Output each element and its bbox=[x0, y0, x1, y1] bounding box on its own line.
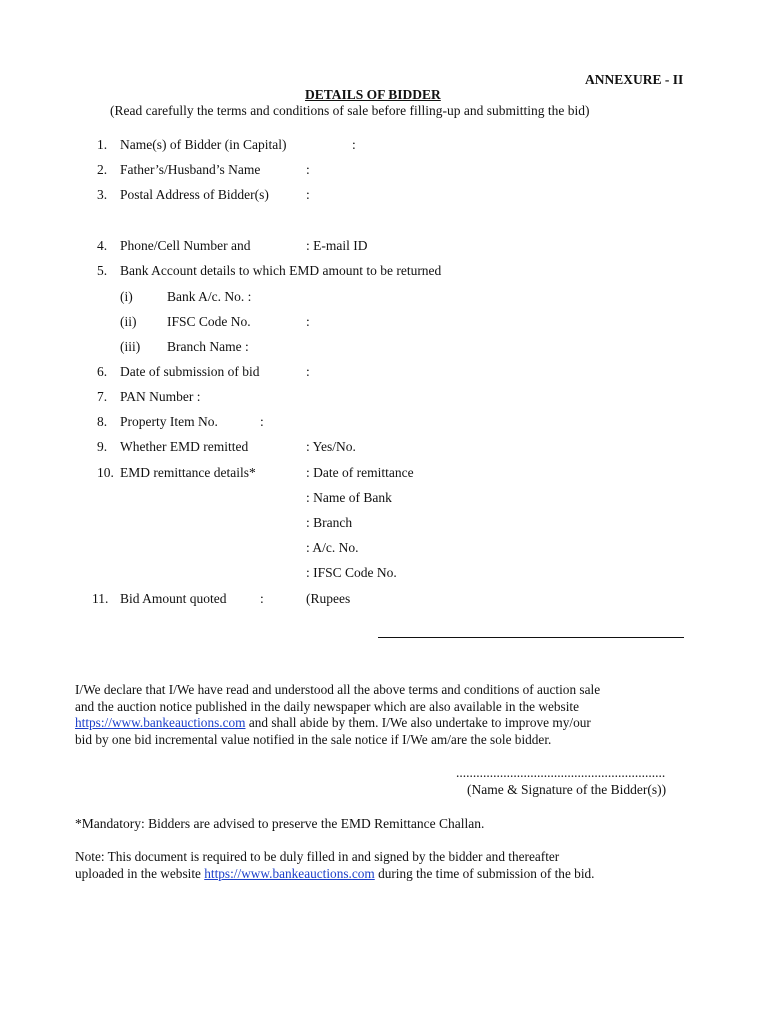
item-number: 6. bbox=[97, 364, 108, 379]
subitem-number: (i) bbox=[120, 289, 133, 304]
note-paragraph bbox=[75, 849, 705, 882]
item-colon: : bbox=[306, 162, 310, 177]
remittance-account-number: : A/c. No. bbox=[306, 540, 359, 555]
item-colon: : bbox=[306, 187, 310, 202]
item-number: 10. bbox=[97, 465, 114, 480]
signature-caption: (Name & Signature of the Bidder(s)) bbox=[467, 782, 667, 797]
bankeauctions-link[interactable]: https://www.bankeauctions.com bbox=[204, 865, 375, 881]
item-number: 4. bbox=[97, 238, 108, 253]
subitem-number: (ii) bbox=[120, 314, 137, 329]
item-colon: : bbox=[306, 364, 310, 379]
item-value: : E-mail ID bbox=[306, 238, 368, 253]
subitem-label: Bank A/c. No. : bbox=[167, 289, 252, 304]
item-label: Bank Account details to which EMD amount to be returned bbox=[120, 263, 442, 278]
subitem-colon: : bbox=[306, 314, 310, 329]
item-label: Name(s) of Bidder (in Capital) bbox=[120, 137, 287, 152]
item-number: 5. bbox=[97, 263, 108, 278]
signature-dotted-line: .............................................................. bbox=[456, 765, 666, 780]
item-label: EMD remittance details* bbox=[120, 465, 256, 480]
item-colon: : bbox=[352, 137, 356, 152]
item-label: Property Item No. bbox=[120, 414, 218, 429]
item-label: Postal Address of Bidder(s) bbox=[120, 187, 269, 202]
declaration-line: and the auction notice published in the daily newspaper which are also available in the website bbox=[75, 698, 580, 714]
bankeauctions-link[interactable]: https://www.bankeauctions.com bbox=[75, 715, 246, 731]
item-number: 8. bbox=[97, 414, 108, 429]
subitem-number: (iii) bbox=[120, 339, 141, 354]
item-label: Date of submission of bid bbox=[120, 364, 260, 379]
declaration-line: I/We declare that I/We have read and understood all the above terms and conditions of auction sale bbox=[75, 682, 601, 697]
item-label: Bid Amount quoted bbox=[120, 591, 227, 606]
item-colon: : bbox=[260, 414, 264, 429]
subitem-label: Branch Name : bbox=[167, 339, 249, 354]
item-number: 11. bbox=[92, 591, 109, 606]
item-value: : Yes/No. bbox=[306, 439, 356, 454]
declaration-paragraph bbox=[75, 682, 705, 748]
item-number: 2. bbox=[97, 162, 108, 177]
item-value: (Rupees bbox=[306, 591, 351, 606]
item-number: 3. bbox=[97, 187, 108, 202]
remittance-branch: : Branch bbox=[306, 515, 353, 530]
item-number: 7. bbox=[97, 389, 108, 404]
declaration-line: bid by one bid incremental value notified in the sale notice if I/We am/are the sole bidder. bbox=[75, 731, 552, 747]
item-label: Father’s/Husband’s Name bbox=[120, 162, 261, 177]
subitem-label: IFSC Code No. bbox=[167, 314, 251, 329]
note-line bbox=[75, 866, 705, 883]
bid-amount-underline bbox=[378, 637, 684, 638]
declaration-line bbox=[75, 715, 705, 732]
item-number: 9. bbox=[97, 439, 108, 454]
annexure-label: ANNEXURE - II bbox=[585, 72, 684, 87]
note-line: Note: This document is required to be duly filled in and signed by the bidder and thereafter bbox=[75, 849, 560, 864]
item-label: Whether EMD remitted bbox=[120, 439, 249, 454]
item-label: Phone/Cell Number and bbox=[120, 238, 251, 253]
declaration-text: and shall abide by them. I/We also undertake to improve my/our bbox=[245, 715, 591, 731]
item-colon: : bbox=[260, 591, 264, 606]
remittance-date: : Date of remittance bbox=[306, 465, 414, 480]
item-number: 1. bbox=[97, 137, 108, 152]
remittance-bank-name: : Name of Bank bbox=[306, 490, 392, 505]
item-label: PAN Number : bbox=[120, 389, 201, 404]
mandatory-note: *Mandatory: Bidders are advised to preserve the EMD Remittance Challan. bbox=[75, 816, 485, 831]
form-title: DETAILS OF BIDDER bbox=[305, 87, 441, 102]
note-text: during the time of submission of the bid. bbox=[374, 865, 595, 881]
note-text: uploaded in the website bbox=[75, 865, 205, 881]
remittance-ifsc-code: : IFSC Code No. bbox=[306, 565, 397, 580]
form-subtitle: (Read carefully the terms and conditions of sale before filling-up and submitting the bid) bbox=[110, 103, 590, 118]
